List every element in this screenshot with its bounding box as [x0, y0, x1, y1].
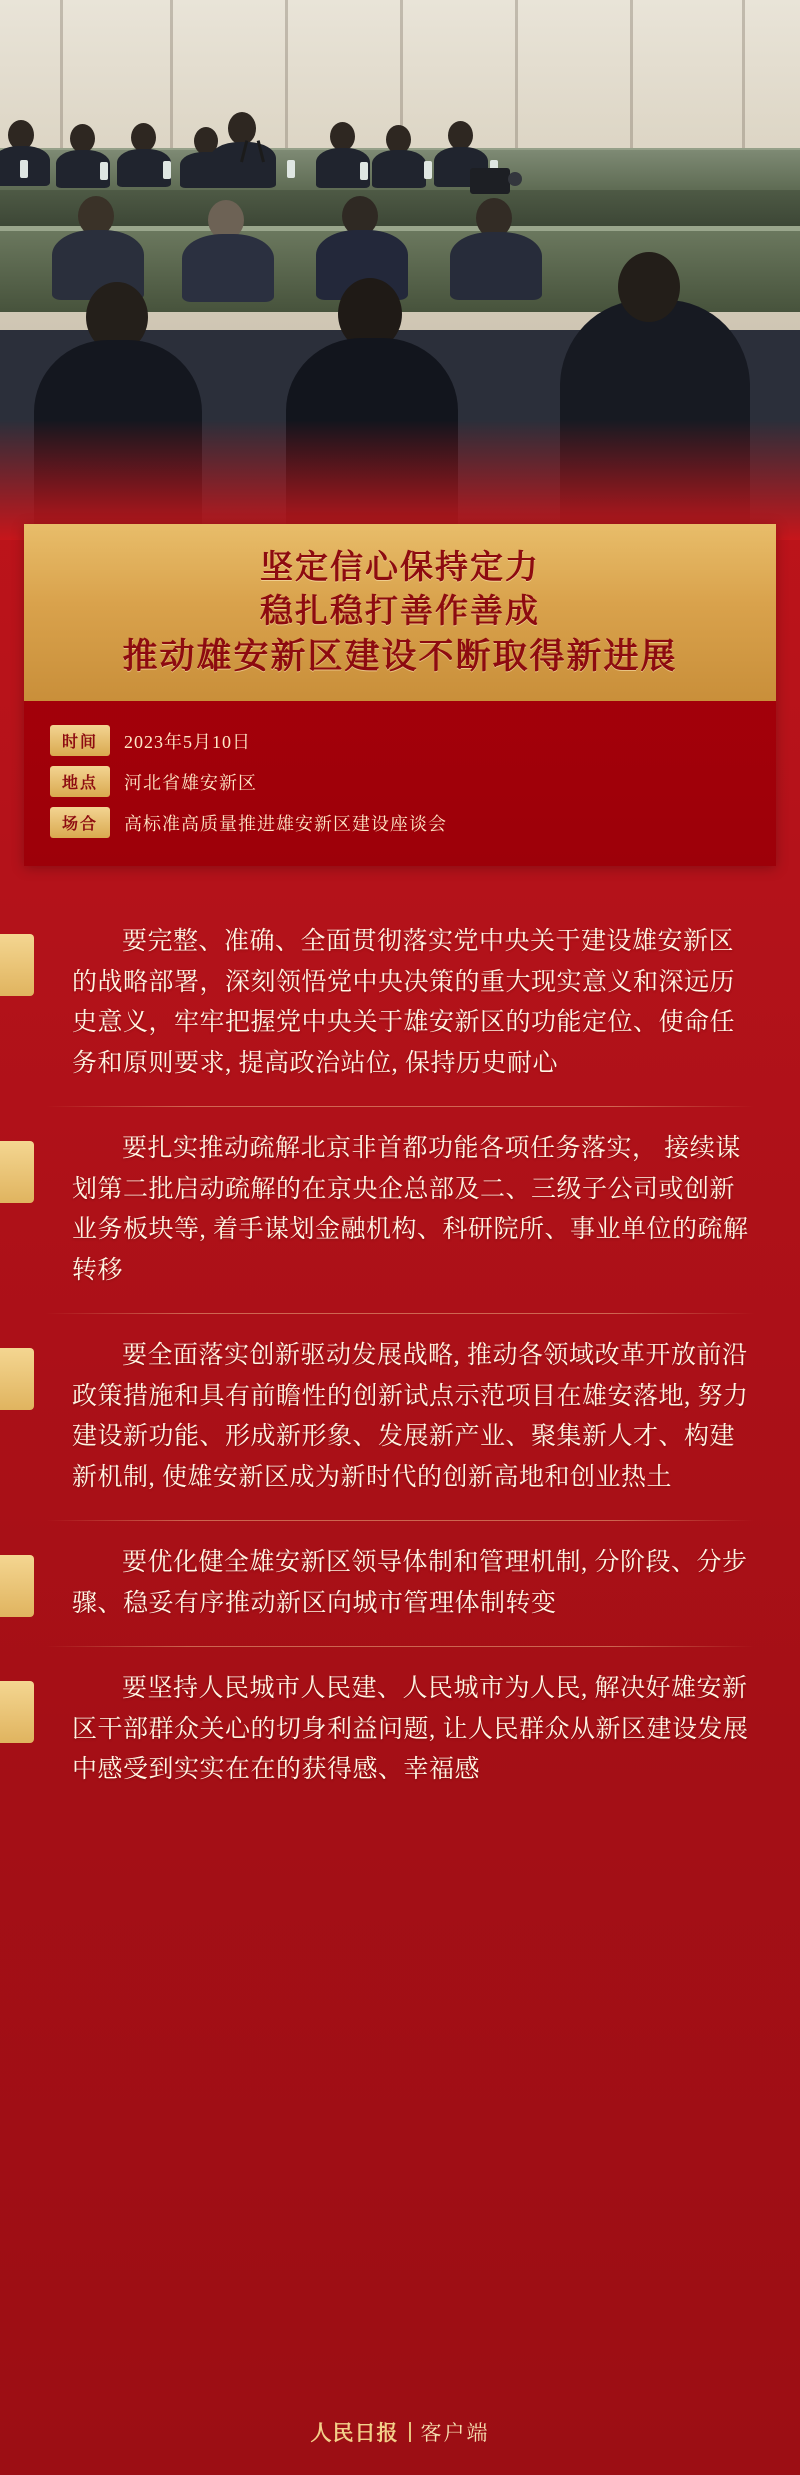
front-attendee-body — [182, 234, 274, 302]
point-marker — [0, 1681, 34, 1743]
list-item — [0, 1107, 800, 1313]
water-bottle — [287, 160, 295, 178]
attendee-body — [372, 150, 426, 188]
footer — [0, 2417, 800, 2447]
attendee-head — [448, 121, 473, 150]
foreground-head — [618, 252, 680, 322]
list-item — [0, 1647, 800, 1813]
attendee-head — [330, 122, 355, 151]
title-banner — [24, 524, 776, 701]
meta-block — [24, 701, 776, 866]
camera-lens — [508, 172, 522, 186]
list-item — [0, 900, 800, 1106]
footer-divider — [409, 2422, 411, 2442]
front-attendee-body — [450, 232, 542, 300]
meta-value-occasion: 高标准高质量推进雄安新区建设座谈会 — [124, 813, 448, 834]
water-bottle — [20, 160, 28, 178]
app-label: 客户端 — [420, 2421, 490, 2445]
speaker-head — [228, 112, 256, 145]
title-line-3: 推动雄安新区建设不断取得新进展 — [122, 637, 678, 677]
meeting-photograph — [0, 0, 800, 540]
list-item — [0, 1314, 800, 1520]
point-marker — [0, 1141, 34, 1203]
attendee-head — [70, 124, 95, 153]
key-points-list — [0, 900, 800, 1813]
photo-gradient-overlay — [0, 420, 800, 540]
point-text: 要优化健全雄安新区领导体制和管理机制, 分阶段、分步骤、稳妥有序推动新区向城市管理体制转变 — [72, 1549, 748, 1617]
front-table-edge — [0, 226, 800, 231]
list-item — [0, 1521, 800, 1646]
water-bottle — [100, 162, 108, 180]
title-line-2: 稳扎稳打善作善成 — [260, 594, 540, 631]
meta-row-occasion — [50, 807, 750, 838]
point-text: 要全面落实创新驱动发展战略, 推动各领域改革开放前沿政策措施和具有前瞻性的创新试点示范项目在雄安落地, 努力建设新功能、形成新形象、发展新产业、聚集新人才、构建新机制, 使雄安新区成为新时代的创新高地和创业热土 — [72, 1342, 749, 1491]
meta-row-place — [50, 766, 750, 797]
point-marker — [0, 1555, 34, 1617]
attendee-head — [131, 123, 156, 152]
water-bottle — [163, 161, 171, 179]
meta-value-time: 2023年5月10日 — [124, 731, 252, 752]
meta-tag-time: 时间 — [50, 725, 110, 756]
head-table-front — [0, 190, 800, 226]
meta-tag-place: 地点 — [50, 766, 110, 797]
meta-tag-occasion: 场合 — [50, 807, 110, 838]
point-text: 要完整、准确、全面贯彻落实党中央关于建设雄安新区的战略部署，深刻领悟党中央决策的重大现实意义和深远历史意义，牢牢把握党中央关于雄安新区的功能定位、使命任务和原则要求, 提高政治站位, 保持历史耐心 — [72, 928, 736, 1077]
point-marker — [0, 1348, 34, 1410]
point-marker — [0, 934, 34, 996]
water-bottle — [424, 161, 432, 179]
publisher-logo: 人民日报 — [310, 2421, 399, 2445]
title-line-1: 坚定信心保持定力 — [260, 550, 540, 586]
point-text: 要坚持人民城市人民建、人民城市为人民, 解决好雄安新区干部群众关心的切身利益问题, 让人民群众从新区建设发展中感受到实实在在的获得感、幸福感 — [72, 1675, 749, 1783]
meta-value-place: 河北省雄安新区 — [124, 772, 258, 793]
meta-row-time — [50, 725, 750, 756]
title-card — [24, 524, 776, 866]
water-bottle — [360, 162, 368, 180]
point-text: 要扎实推动疏解北京非首都功能各项任务落实， 接续谋划第二批启动疏解的在京央企总部及二、三级子公司或创新业务板块等, 着手谋划金融机构、科研院所、事业单位的疏解转移 — [72, 1135, 749, 1284]
tv-camera — [470, 168, 510, 194]
